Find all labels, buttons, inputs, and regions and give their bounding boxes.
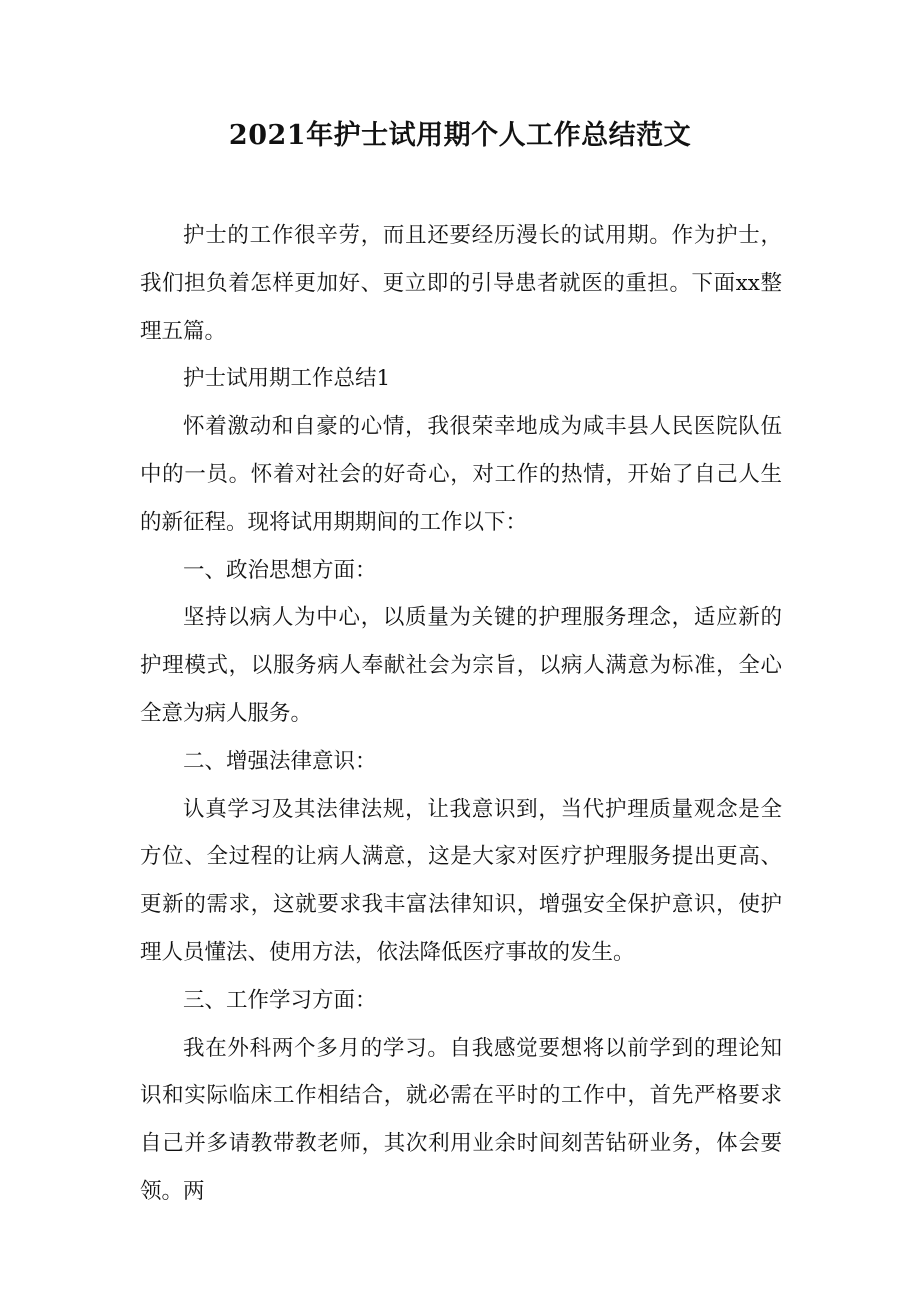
document-title: 2021年护士试用期个人工作总结范文 (228, 120, 692, 151)
paragraph-study: 我在外科两个多月的学习。自我感觉要想将以前学到的理论知识和实际临床工作相结合，就必需在平时的工作中，首先严格要求自己并多请教带教老师，其次利用业余时间刻苦钻研业务，体会要领。两 (140, 1035, 782, 1204)
section-heading-study: 三、工作学习方面： (183, 987, 377, 1013)
paragraph-opening: 怀着激动和自豪的心情，我很荣幸地成为咸丰县人民医院队伍中的一员。怀着对社会的好奇心，对工作的热情，开始了自己人生的新征程。现将试用期期间的工作以下： (140, 414, 782, 535)
document-body (140, 212, 782, 1216)
section-heading-summary-1: 护士试用期工作总结1 (183, 366, 391, 392)
section-heading-political: 一、政治思想方面： (183, 557, 377, 583)
paragraph-intro: 护士的工作很辛劳，而且还要经历漫长的试用期。作为护士，我们担负着怎样更加好、更立即的引导患者就医的重担。下面xx整理五篇。 (140, 223, 782, 344)
paragraph-political: 坚持以病人为中心，以质量为关键的护理服务理念，适应新的护理模式，以服务病人奉献社会为宗旨，以病人满意为标准，全心全意为病人服务。 (140, 605, 782, 726)
section-heading-legal: 二、增强法律意识： (183, 748, 377, 774)
paragraph-legal: 认真学习及其法律法规，让我意识到，当代护理质量观念是全方位、全过程的让病人满意，这是大家对医疗护理服务提出更高、更新的需求，这就要求我丰富法律知识，增强安全保护意识，使护理人员懂法、使用方法，依法降低医疗事故的发生。 (140, 796, 782, 965)
